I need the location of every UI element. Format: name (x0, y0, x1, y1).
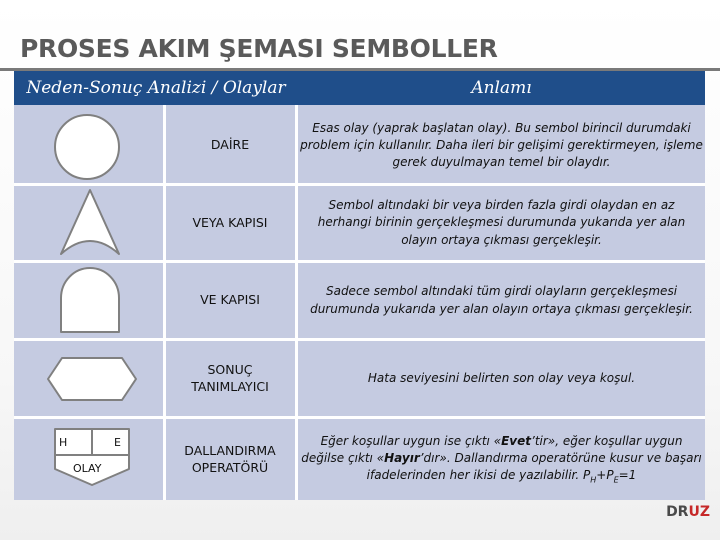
page-title: PROSES AKIM ŞEMASI SEMBOLLER (20, 34, 498, 63)
symbol-description-daire: Esas olay (yaprak başlatan olay). Bu sembol birincil durumdaki problem için kullanılır. Daha ileri bir gelişimi gerektirmeyen, işleme gerek duyulmayan temel bir olaydır. (300, 120, 703, 170)
and-gate-icon (50, 264, 130, 336)
hexagon-symbol-icon (44, 355, 139, 405)
evet-keyword: Evet (501, 434, 532, 449)
or-gate-icon (54, 188, 134, 258)
circle-symbol-icon (44, 112, 130, 182)
branch-label-h: H (59, 436, 68, 449)
header-left: Neden-Sonuç Analizi / Olaylar (14, 71, 298, 105)
symbol-description-ve-kapisi: Sadece sembol altındaki tüm girdi olayların gerçekleşmesi durumunda yukarıda yer alan olayın ortaya çıkması gerçekleşir. (310, 284, 693, 316)
symbol-description-veya-kapisi: Sembol altındaki bir veya birden fazla girdi olaydan en az herhangi birinin gerçekleşmesi durumunda yukarıda yer alan olayın ortaya çıkması gerçekleşir. (317, 198, 686, 247)
symbol-name-daire: DAİRE (210, 137, 250, 153)
symbol-name-sonuc-tanimlayici: SONUÇ TANIMLAYICI (191, 361, 269, 394)
branching-operator-icon (38, 423, 148, 493)
branch-label-olay: OLAY (73, 462, 102, 475)
symbol-name-ve-kapisi: VE KAPISI (200, 292, 260, 308)
symbol-name-veya-kapisi: VEYA KAPISI (192, 214, 268, 230)
header-right: Anlamı (298, 71, 705, 105)
branch-label-e: E (114, 436, 121, 449)
druz-logo: DRUZ (666, 504, 710, 520)
symbol-name-dallandirma: DALLANDIRMA OPERATÖRÜ (184, 442, 276, 475)
symbol-description-dallandirma: Eğer koşullar uygun ise çıktı «Evet’tir», eğer koşullar uygun değilse çıktı «Hayır’dır». Dallandırma operatörüne kusur ve başarı ifadelerinden her ikisi de yazılabilir. $P_H+P_E=1$ (301, 434, 702, 485)
hayir-keyword: Hayır (384, 451, 420, 466)
symbol-description-sonuc-tanimlayici: Hata seviyesini belirten son olay veya koşul. (367, 370, 636, 385)
